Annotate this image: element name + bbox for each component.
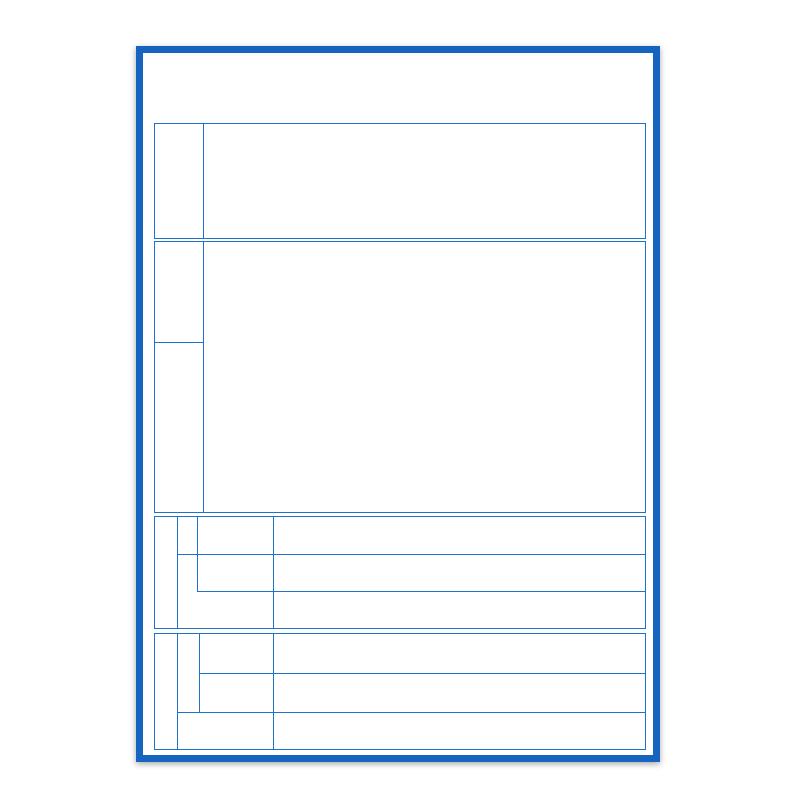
letters-side-label [155,124,204,238]
double-vowel-label [177,591,274,628]
other-consonant-row [177,712,645,749]
vowel-side-label [155,242,204,343]
other-consonant-label [177,712,274,749]
letters-section [154,123,646,239]
consonant-class-side-label [155,634,178,749]
voiceless-row [199,634,645,674]
vowel-class-side-label [155,517,178,628]
poster-frame [136,46,660,762]
paired-consonant-label [177,634,200,713]
short-vowel-row [177,517,645,555]
voiceless-label [199,634,274,673]
long-vowel-label [197,554,274,591]
long-vowel-row [197,554,645,592]
consonant-class-section [154,633,646,750]
poster-inner [143,53,653,755]
letters-grid [203,124,645,238]
consonant-side-label [155,342,204,512]
vowel-class-section [154,516,646,629]
short-vowel-label [197,517,274,554]
phonetic-table [154,241,646,513]
voiced-label [199,673,274,712]
single-vowel-label [177,517,198,591]
double-vowel-row [177,591,645,628]
voiced-row [199,673,645,713]
